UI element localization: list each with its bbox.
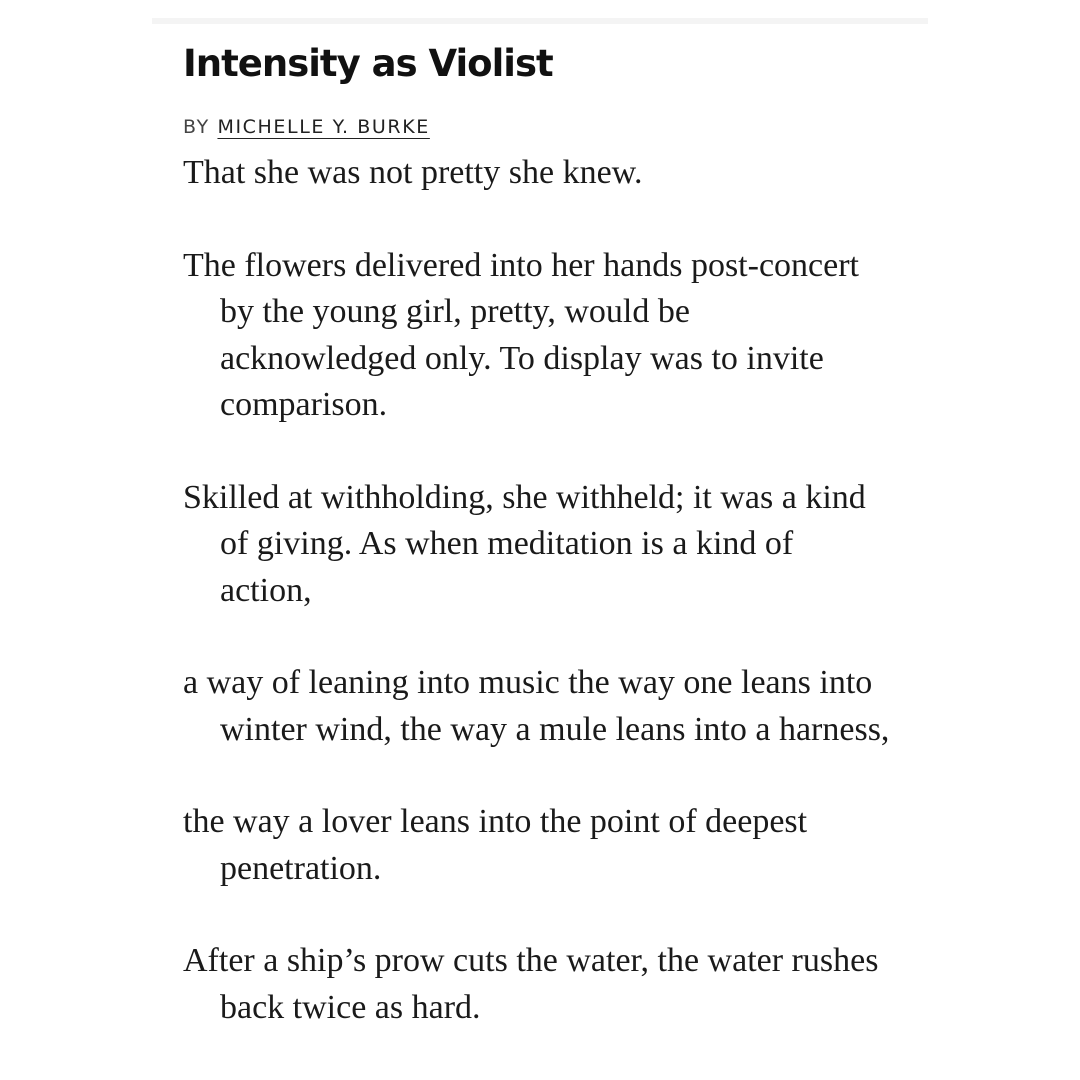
poem-line: That she was not pretty she knew.	[183, 154, 643, 191]
byline	[183, 114, 943, 140]
poem-body	[183, 150, 943, 1031]
poem-line: The flowers delivered into her hands post-concert by the young girl, pretty, would be acknowledged only. To display was to invite comparison.	[183, 246, 859, 423]
stanza-4	[183, 660, 943, 753]
poem-line: Skilled at withholding, she withheld; it was a kind of giving. As when meditation is a kind of action,	[183, 478, 866, 609]
stanza-2	[183, 243, 943, 429]
top-divider	[152, 18, 928, 24]
poem-line: After a ship’s prow cuts the water, the water rushes back twice as hard.	[183, 942, 879, 1026]
poem-line: the way a lover leans into the point of deepest penetration.	[183, 803, 808, 887]
stanza-6	[183, 938, 943, 1031]
poem-line: a way of leaning into music the way one leans into winter wind, the way a mule leans into a harness,	[183, 664, 890, 748]
stanza-1	[183, 150, 943, 197]
stanza-3	[183, 475, 943, 615]
author-link[interactable]: MICHELLE Y. BURKE	[217, 116, 430, 138]
byline-prefix: BY	[183, 116, 210, 138]
poem-title: Intensity as Violist	[183, 42, 553, 85]
poem-article	[183, 40, 943, 1077]
stanza-5	[183, 799, 943, 892]
